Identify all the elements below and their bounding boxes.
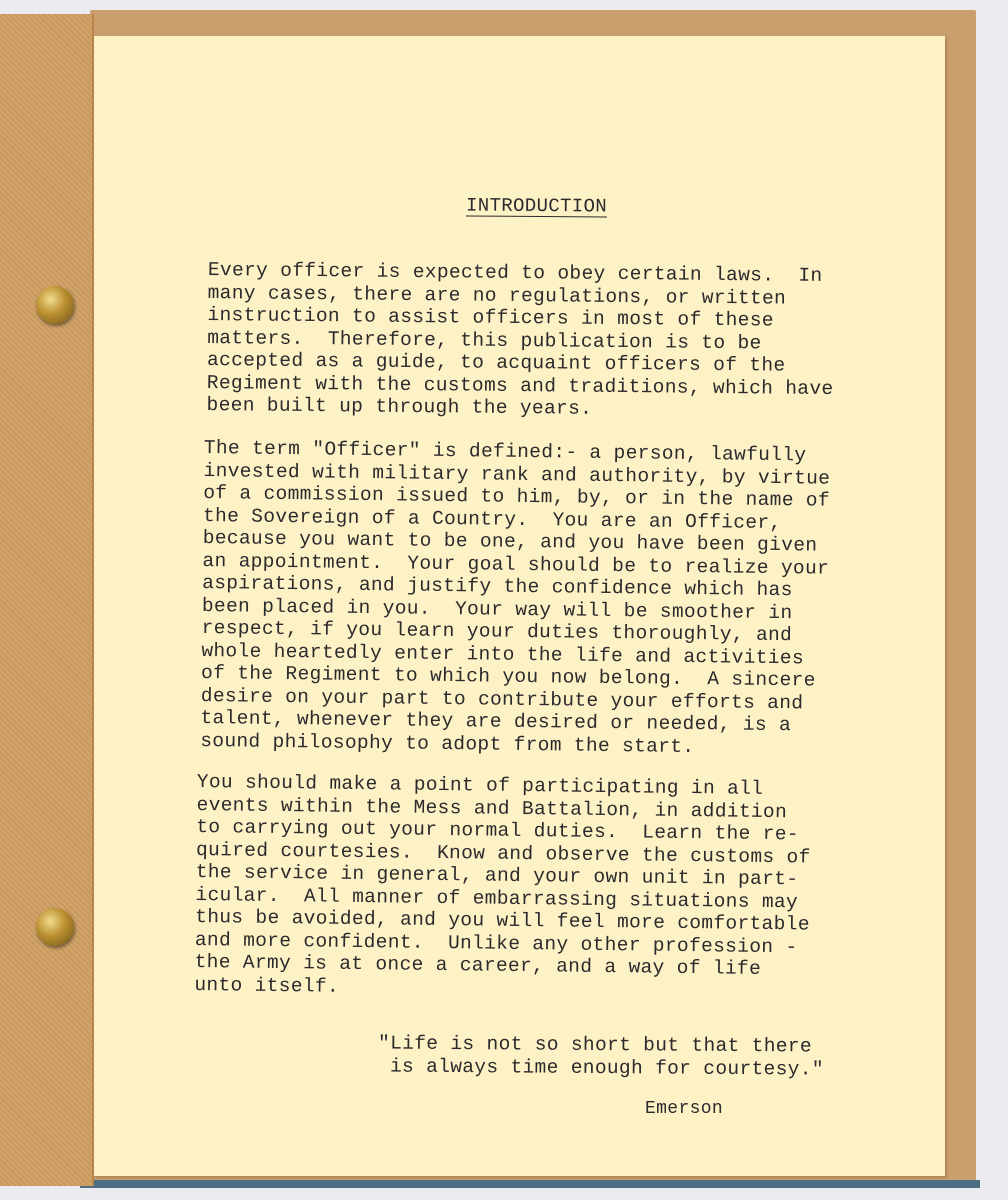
paragraph-participation: You should make a point of participating in all events within the Mess and Battalion, in addition to carrying out your normal duties. Learn the re- quired courtesies. Know and observe the customs of the service in general, and your own unit in part- icular. All manner of embarrassing situations may thus be avoided, and you will feel more comfortable and more confident. Unlike any other profession - the Army is at once a career, and a way of life unto itself. (194, 771, 811, 998)
closing-quote: "Life is not so short but that there is always time enough for courtesy." (377, 1032, 824, 1081)
paragraph-laws: Every officer is expected to obey certain laws. In many cases, there are no regulations, or written instruction to assist officers in most of these matters. Therefore, this publication is to be accepted as a guide, to acquaint officers of the Regiment with the customs and traditions, which have been built up through the years. (206, 259, 834, 420)
paragraph-officer-definition: The term "Officer" is defined:- a person, lawfully invested with military rank and authority, by virtue of a commission issued to him, by, or in the name of the Sovereign of a Country. You are an Officer, because you want to be one, and you have been given an appointment. Your goal should be to realize your aspirations, and justify the confidence which has been placed in you. Your way will be smoother in respect, if you learn your duties thoroughly, and whole heartedly enter into the life and activities of the Regiment to which you now belong. A sincere desire on your part to contribute your efforts and talent, whenever they are desired or needed, is a sound philosophy to adopt from the start. (200, 437, 831, 758)
brass-rivet-icon (36, 908, 74, 946)
binder-spine (0, 14, 94, 1186)
quote-author: Emerson (645, 1099, 724, 1119)
page-title: INTRODUCTION (465, 194, 608, 218)
scan-bottom-edge (80, 1180, 980, 1188)
brass-rivet-icon (36, 286, 74, 324)
